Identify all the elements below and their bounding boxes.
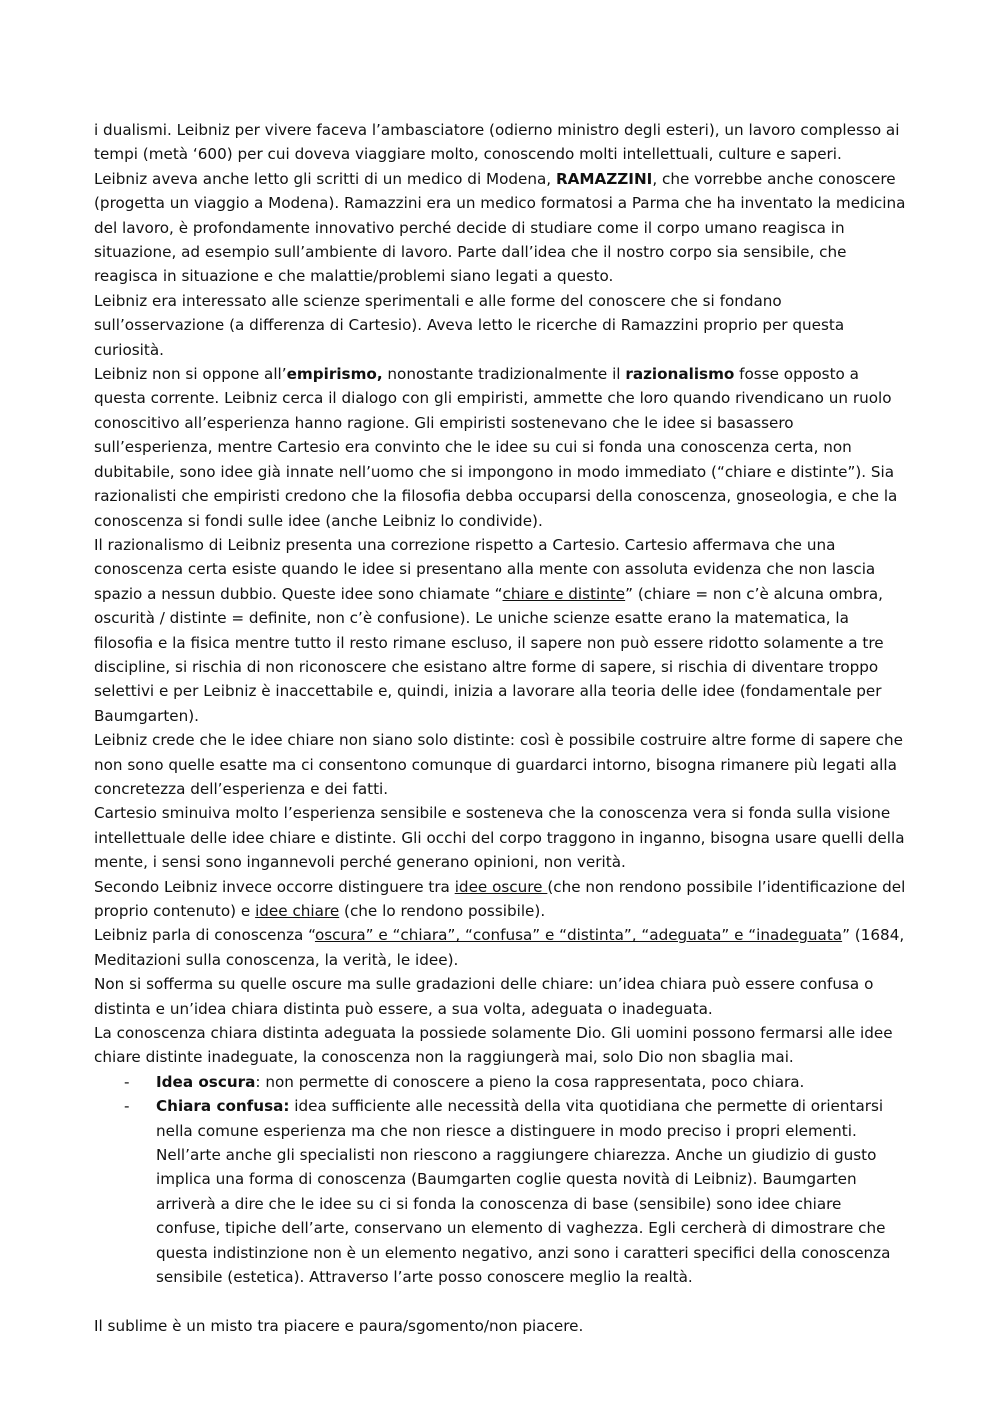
- paragraph-scienze-sperimentali: [94, 289, 906, 362]
- bold-term-razionalismo: razionalismo: [625, 365, 735, 384]
- bullet-item-idea-oscura: [94, 1070, 906, 1094]
- paragraph-text: Cartesio sminuiva molto l’esperienza sensibile e sosteneva che la conoscenza vera si fonda sulla visione intellettuale delle idee chiare e distinte. Gli occhi del corpo traggono in inganno, bisogna usare quelli della mente, i sensi sono ingannevoli perché generano opinioni, non verità.: [94, 804, 905, 872]
- paragraph-text: , che vorrebbe anche conoscere (progetta un viaggio a Modena). Ramazzini era un medico formatosi a Parma che ha inventato la medicina del lavoro, è profondamente innovativo perché decide di studiare come il corpo umano reagisca in situazione, ad esempio sull’ambiente di lavoro. Parte dall’idea che il nostro corpo sia sensibile, che reagisca in situazione e che malattie/problemi siano legati a questo.: [94, 169, 906, 286]
- paragraph-idee-oscure: [94, 875, 906, 924]
- paragraph-ramazzini: [94, 167, 906, 289]
- paragraph-text: (che lo rendono possibile).: [339, 902, 546, 920]
- bullet-item-chiara-confusa: [94, 1094, 906, 1289]
- paragraph-text: Leibniz era interessato alle scienze sperimentali e alle forme del conoscere che si fondano sull’osservazione (a differenza di Cartesio). Aveva letto le ricerche di Ramazzini proprio per questa curiosità.: [94, 291, 845, 359]
- bold-term-empirismo: empirismo,: [286, 365, 383, 384]
- underlined-term-idee-chiare: idee chiare: [255, 902, 340, 920]
- bullet-text: : non permette di conoscere a pieno la cosa rappresentata, poco chiara.: [255, 1072, 805, 1091]
- paragraph-text: (che non rendono possibile l’identificazione del proprio contenuto) e: [94, 877, 906, 920]
- paragraph-text: fosse opposto a questa corrente. Leibniz cerca il dialogo con gli empiristi, ammette che loro quando rivendicano un ruolo conoscitivo all’esperienza hanno ragione. Gli empiristi sostenevano che le idee si basassero sull’esperienza, mentre Cartesio era convinto che le idee su cui si fonda una conoscenza certa, non dubitabile, sono idee già innate nell’uomo che si impongono in modo immediato (“chiare e distinte”). Sia razionalisti che empiristi credono che la filosofia debba occuparsi della conoscenza, gnoseologia, e che la conoscenza si fondi sulle idee (anche Leibniz lo condivide).: [94, 365, 898, 530]
- paragraph-text: Il sublime è un misto tra piacere e paura/sgomento/non piacere.: [94, 1316, 584, 1335]
- paragraph-text: Secondo Leibniz invece occorre distinguere tra: [94, 877, 455, 896]
- bullet-dash: -: [124, 1097, 130, 1116]
- bullet-term: Idea oscura: [156, 1072, 256, 1091]
- underlined-term-idee-oscure: idee oscure: [454, 877, 548, 896]
- bold-term-ramazzini: RAMAZZINI: [555, 169, 653, 188]
- paragraph-sublime: [94, 1314, 906, 1338]
- bullet-list: [94, 1070, 906, 1290]
- underlined-term-gradazioni: oscura” e “chiara”, “confusa” e “distinta”, “adeguata” e “inadeguata: [314, 926, 843, 945]
- underlined-term-chiare-distinte: chiare e distinte: [502, 584, 626, 603]
- paragraph-dualismi: [94, 118, 906, 167]
- blank-line: [94, 1290, 906, 1314]
- paragraph-text: ” (chiare = non c’è alcuna ombra, oscurità / distinte = definite, non c’è confusione). Le uniche scienze esatte erano la matematica, la filosofia e la fisica mentre tutto il resto rimane escluso, il sapere non può essere ridotto solamente a tre discipline, si rischia di non riconoscere che esistano altre forme di sapere, si rischia di diventare troppo selettivi e per Leibniz è inaccettabile e, quindi, inizia a lavorare alla teoria delle idee (fondamentale per Baumgarten).: [94, 584, 884, 725]
- paragraph-cartesio-esperienza: [94, 801, 906, 874]
- paragraph-conoscenza-dio: [94, 1021, 906, 1070]
- document-page: [94, 118, 906, 1338]
- paragraph-text: nonostante tradizionalmente il: [382, 365, 626, 384]
- bullet-dash: -: [124, 1072, 130, 1091]
- paragraph-text: Leibniz crede che le idee chiare non siano solo distinte: così è possibile costruire altre forme di sapere che non sono quelle esatte ma ci consentono comunque di guardarci intorno, bisogna rimanere più legati alla concretezza dell’esperienza e dei fatti.: [94, 731, 903, 798]
- paragraph-text: ” (1684, Meditazioni sulla conoscenza, la verità, le idee).: [94, 926, 905, 969]
- paragraph-text: Leibniz non si oppone all’: [94, 365, 287, 384]
- paragraph-razionalismo-leibniz: [94, 533, 906, 728]
- paragraph-empirismo: [94, 362, 906, 533]
- paragraph-gradazioni-conoscenza: [94, 923, 906, 972]
- paragraph-idee-chiare: [94, 728, 906, 801]
- paragraph-text: i dualismi. Leibniz per vivere faceva l’ambasciatore (odierno ministro degli esteri), un lavoro complesso ai tempi (metà ‘600) per cui doveva viaggiare molto, conoscendo molti intellettuali, culture e saperi.: [94, 121, 900, 164]
- paragraph-text: Leibniz parla di conoscenza “: [94, 926, 315, 945]
- paragraph-text: Leibniz aveva anche letto gli scritti di un medico di Modena,: [94, 169, 556, 188]
- bullet-term: Chiara confusa:: [156, 1097, 290, 1116]
- paragraph-text: Non si sofferma su quelle oscure ma sulle gradazioni delle chiare: un’idea chiara può essere confusa o distinta e un’idea chiara distinta può essere, a sua volta, adeguata o inadeguata.: [94, 975, 874, 1018]
- bullet-text: idea sufficiente alle necessità della vita quotidiana che permette di orientarsi nella comune esperienza ma che non riesce a distinguere in modo preciso i propri elementi. Nell’arte anche gli specialisti non riescono a raggiungere chiarezza. Anche un giudizio di gusto implica una forma di conoscenza (Baumgarten coglie questa novità di Leibniz). Baumgarten arriverà a dire che le idee su ci si fonda la conoscenza di base (sensibile) sono idee chiare confuse, tipiche dell’arte, conservano un elemento di vaghezza. Egli cercherà di dimostrare che questa indistinzione non è un elemento negativo, anzi sono i caratteri specifici della conoscenza sensibile (estetica). Attraverso l’arte posso conoscere meglio la realtà.: [156, 1097, 891, 1287]
- paragraph-gradazioni-chiare: [94, 972, 906, 1021]
- paragraph-text: La conoscenza chiara distinta adeguata la possiede solamente Dio. Gli uomini possono fermarsi alle idee chiare distinte inadeguate, la conoscenza non la raggiungerà mai, solo Dio non sbaglia mai.: [94, 1024, 893, 1067]
- paragraph-text: Il razionalismo di Leibniz presenta una correzione rispetto a Cartesio. Cartesio affermava che una conoscenza certa esiste quando le idee si presentano alla mente con assoluta evidenza che non lascia spazio a nessun dubbio. Queste idee sono chiamate “: [94, 535, 876, 603]
